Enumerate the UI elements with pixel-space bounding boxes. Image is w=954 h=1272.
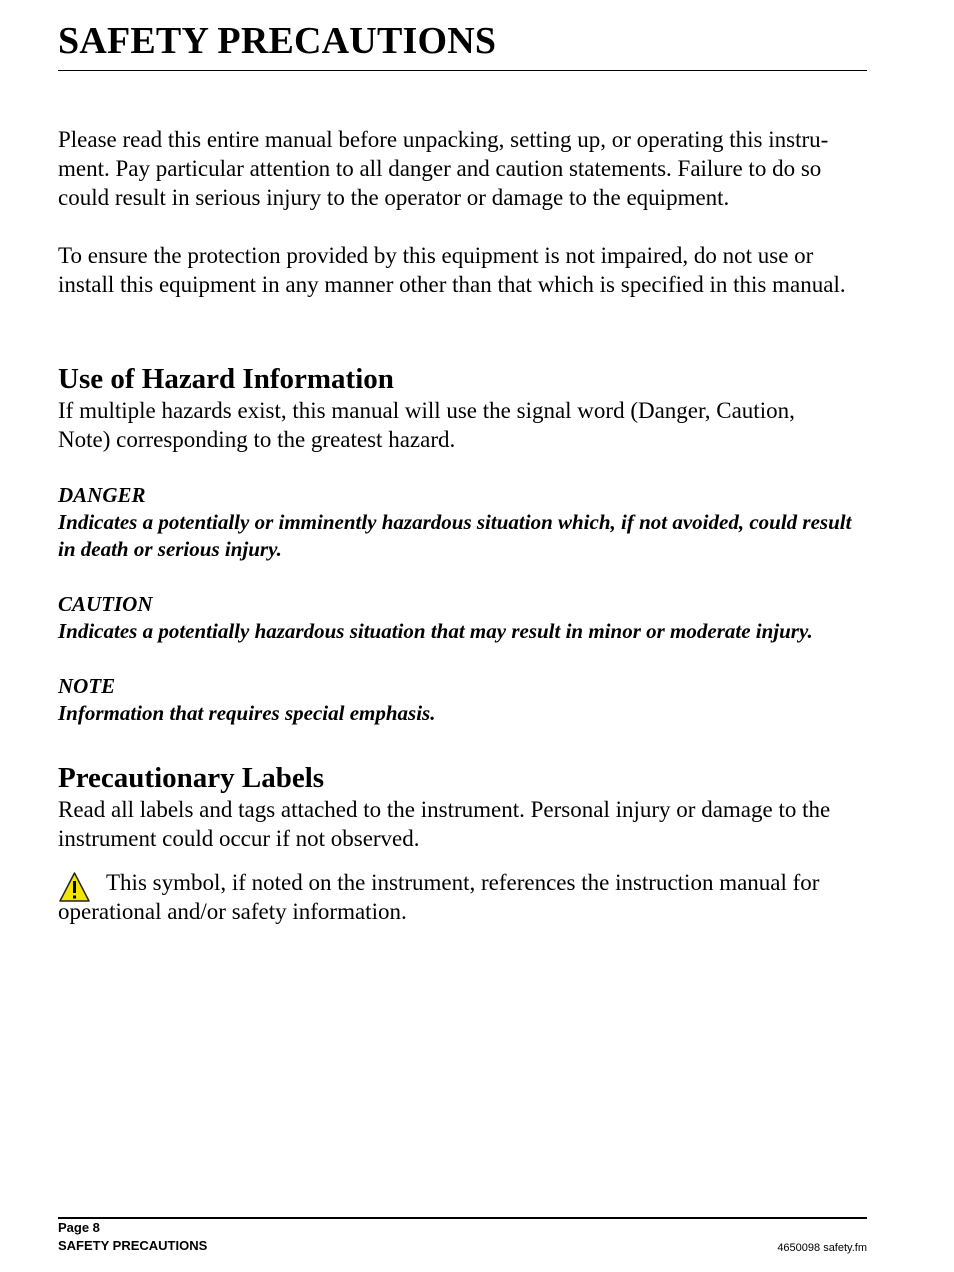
- intro-paragraph-1-line-3: could result in serious injury to the operator or damage to the equipment.: [58, 185, 730, 210]
- caution-label: CAUTION: [58, 592, 153, 616]
- hazard-section-heading: Use of Hazard Information: [58, 363, 394, 395]
- footer-file-name: 4650098 safety.fm: [777, 1242, 867, 1254]
- danger-description: Indicates a potentially or imminently hazardous situation which, if not avoided, could result in death or serious injury.: [58, 510, 852, 561]
- intro-paragraph-1-line-2: ment. Pay particular attention to all danger and caution statements. Failure to do so: [58, 156, 822, 181]
- title-divider: [58, 70, 867, 71]
- intro-paragraph-1: [58, 125, 870, 212]
- labels-section-heading: Precautionary Labels: [58, 762, 325, 794]
- footer-divider: [58, 1217, 867, 1219]
- note-description: Information that requires special emphasis.: [58, 701, 436, 725]
- note-label: NOTE: [58, 674, 116, 698]
- footer-page-number: Page 8: [58, 1220, 100, 1235]
- caution-description: Indicates a potentially hazardous situation that may result in minor or moderate injury.: [58, 619, 813, 643]
- labels-section-body: Read all labels and tags attached to the instrument. Personal injury or damage to the instrument could occur if not observed.: [58, 797, 831, 851]
- footer-section-title: SAFETY PRECAUTIONS: [58, 1238, 208, 1253]
- intro-paragraph-2: To ensure the protection provided by this equipment is not impaired, do not use or install this equipment in any manner other than that which is specified in this manual.: [58, 243, 846, 297]
- danger-label: DANGER: [58, 483, 146, 507]
- hazard-section-body: If multiple hazards exist, this manual will use the signal word (Danger, Caution, Note) corresponding to the greatest hazard.: [58, 398, 795, 452]
- warning-symbol-text: This symbol, if noted on the instrument, references the instruction manual for operational and/or safety information.: [58, 870, 820, 924]
- page-title: SAFETY PRECAUTIONS: [58, 20, 497, 62]
- intro-paragraph-1-line-1: Please read this entire manual before unpacking, setting up, or operating this instru-: [58, 127, 829, 152]
